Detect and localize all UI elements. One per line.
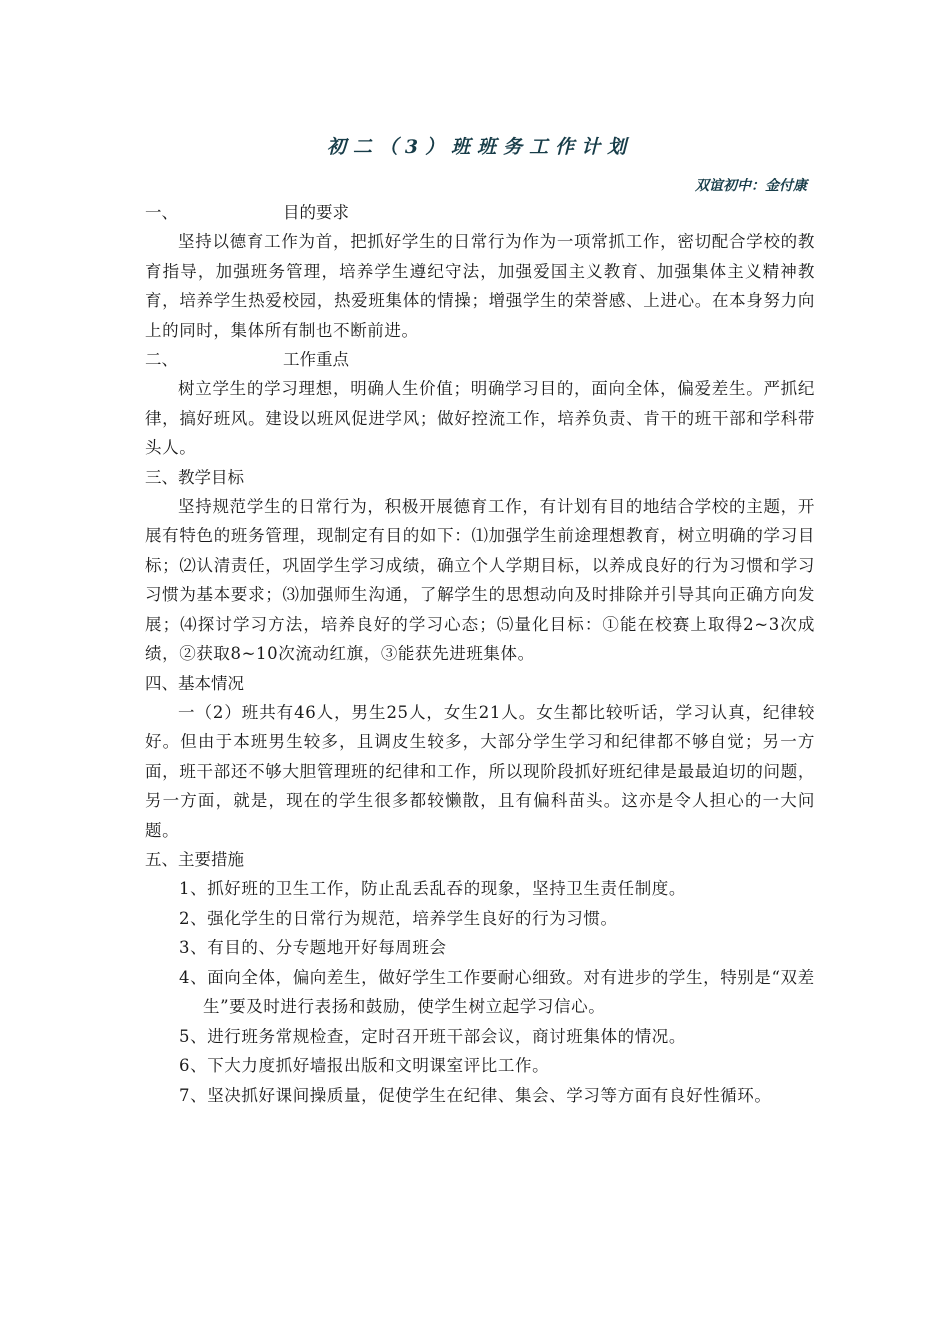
section-heading bbox=[145, 463, 815, 492]
list-item: 5、进行班务常规检查，定时召开班干部会议，商讨班集体的情况。 bbox=[179, 1026, 686, 1046]
list-item: 7、坚决抓好课间操质量，促使学生在纪律、集会、学习等方面有良好性循环。 bbox=[179, 1085, 772, 1105]
list-item: 6、下大力度抓好墙报出版和文明课室评比工作。 bbox=[179, 1056, 550, 1075]
section-number: 一、 bbox=[145, 203, 178, 222]
measures-list bbox=[145, 874, 815, 1110]
section-number: 五、 bbox=[145, 850, 178, 869]
list-item: 4、面向全体，偏向差生，做好学生工作要耐心细致。对有进步的学生，特别是“双差生”要及时进行表扬和鼓励，使学生树立起学习信心。 bbox=[179, 967, 815, 1016]
document-author: 双谊初中：金付康 bbox=[695, 178, 807, 194]
section-heading bbox=[145, 669, 815, 698]
section-heading bbox=[145, 198, 815, 227]
section-number: 二、 bbox=[145, 350, 178, 369]
section-paragraph: 树立学生的学习理想，明确人生价值；明确学习目的，面向全体，偏爱差生。严抓纪律，搞好班风。建设以班风促进学风；做好控流工作，培养负责、肯干的班干部和学科带头人。 bbox=[145, 379, 815, 457]
section-paragraph: 一（2）班共有46人，男生25人，女生21人。女生都比较听话，学习认真，纪律较好。但由于本班男生较多，且调皮生较多，大部分学生学习和纪律都不够自觉；另一方面，班干部还不够大胆管理班的纪律和工作，所以现阶段抓好班纪律是最最迫切的问题，另一方面，就是，现在的学生很多都较懒散，且有偏科苗头。这亦是令人担心的一大问题。 bbox=[145, 702, 815, 840]
list-item: 2、强化学生的日常行为规范，培养学生良好的行为习惯。 bbox=[179, 908, 618, 928]
document-title: 初二（3）班班务工作计划 bbox=[326, 136, 634, 158]
section-title: 教学目标 bbox=[178, 467, 244, 487]
section-title: 工作重点 bbox=[283, 350, 349, 369]
section-heading bbox=[145, 345, 815, 374]
section-heading bbox=[145, 845, 815, 874]
section-paragraph: 坚持规范学生的日常行为，积极开展德育工作，有计划有目的地结合学校的主题，开展有特色的班务管理，现制定有目的如下：⑴加强学生前途理想教育，树立明确的学习目标；⑵认清责任，巩固学生学习成绩，确立个人学期目标，以养成良好的行为习惯和学习习惯为基本要求；⑶加强师生沟通，了解学生的思想动向及时排除并引导其向正确方向发展；⑷探讨学习方法，培养良好的学习心态；⑸量化目标：①能在校赛上取得2~3次成绩，②获取8~10次流动红旗，③能获先进班集体。 bbox=[145, 496, 815, 663]
section-number: 四、 bbox=[145, 673, 178, 693]
section-number: 三、 bbox=[145, 467, 178, 487]
section-paragraph: 坚持以德育工作为首，把抓好学生的日常行为作为一项常抓工作，密切配合学校的教育指导，加强班务管理，培养学生遵纪守法，加强爱国主义教育、加强集体主义精神教育，培养学生热爱校园，热爱班集体的情操；增强学生的荣誉感、上进心。在本身努力向上的同时，集体所有制也不断前进。 bbox=[145, 232, 815, 340]
section-title: 主要措施 bbox=[178, 850, 244, 869]
section-title: 基本情况 bbox=[178, 673, 244, 693]
section-title: 目的要求 bbox=[283, 203, 349, 222]
list-item: 3、有目的、分专题地开好每周班会 bbox=[179, 938, 447, 957]
document-page bbox=[145, 128, 815, 1110]
list-item: 1、抓好班的卫生工作，防止乱丢乱吞的现象，坚持卫生责任制度。 bbox=[179, 879, 686, 898]
